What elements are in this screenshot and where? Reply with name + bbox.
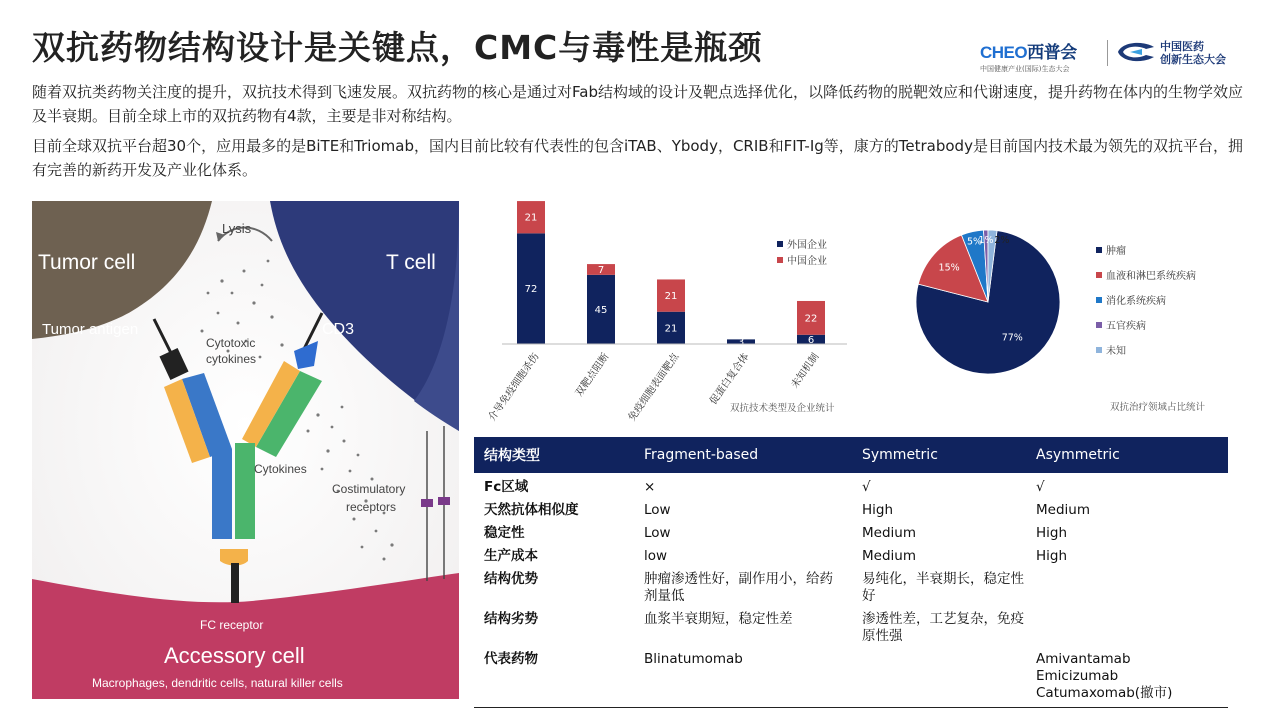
innovation-logo-line1: 中国医药 <box>1160 40 1204 53</box>
table-cell <box>1026 568 1228 608</box>
table-cell: low <box>644 548 668 564</box>
pie-legend-label: 消化系统疾病 <box>1106 296 1166 307</box>
cd3-label: CD3 <box>322 321 355 338</box>
bar-legend-swatch <box>777 241 783 247</box>
receptors-label: receptors <box>346 500 397 514</box>
table-cell <box>1026 608 1228 648</box>
table-cell: High <box>1036 548 1068 564</box>
bar-value-label: 21 <box>664 291 678 303</box>
cheo-logo-cn: 西普会 <box>1027 43 1077 62</box>
pie-legend-label: 血液和淋巴系统疾病 <box>1106 271 1196 282</box>
table-cell <box>852 648 1026 708</box>
bar-legend-label: 中国企业 <box>787 256 827 267</box>
table-cell: Medium <box>1036 502 1090 518</box>
table-cell: Medium <box>862 548 916 564</box>
table-cell: √ <box>1036 479 1045 495</box>
bar-value-label: 45 <box>594 304 608 316</box>
bar-category-label: 双靶点阻断 <box>573 351 612 399</box>
pie-legend-label: 五官疾病 <box>1106 321 1146 332</box>
innovation-logo-line2: 创新生态大会 <box>1160 53 1226 66</box>
cheo-logo <box>980 38 1100 74</box>
table-cell: Blinatumomab <box>634 648 852 708</box>
pie-legend-swatch <box>1096 322 1102 328</box>
bar-value-label: 6 <box>807 334 815 346</box>
page-title: 双抗药物结构设计是关键点，CMC与毒性是瓶颈 <box>32 28 763 67</box>
accessory-cell-subtitle: Macrophages, dendritic cells, natural killer cells <box>92 676 343 690</box>
table-cell: Low <box>644 525 671 541</box>
table-cell: 易纯化，半衰期长，稳定性好 <box>862 571 1024 604</box>
table-header-cell: 结构类型 <box>474 437 634 473</box>
bar-value-label: 7 <box>597 264 605 276</box>
pie-slice-label: 15% <box>938 262 960 274</box>
tech-type-bar-chart <box>472 196 862 424</box>
pie-slice-label: 5% <box>966 236 983 248</box>
pie-legend-label: 未知 <box>1106 346 1126 357</box>
bispecific-antibody-illustration <box>32 201 459 699</box>
table-row <box>474 648 1228 708</box>
cheo-logo-latin: CHEO <box>980 43 1028 62</box>
costimulatory-label: Costimulatory <box>332 482 406 496</box>
pie-legend-swatch <box>1096 247 1102 253</box>
table-cell: Amivantamab Emicizumab Catumaxomab(撤市) <box>1026 648 1228 708</box>
pie-slice-label: 1% <box>978 235 994 247</box>
table-header-cell: Fragment-based <box>634 437 852 473</box>
pie-legend-swatch <box>1096 347 1102 353</box>
cytotoxic-label: Cytotoxic <box>206 336 256 350</box>
cytokines-label: Cytokines <box>254 462 307 476</box>
logo-group <box>980 38 1250 73</box>
table-cell: Low <box>644 502 671 518</box>
table-row-header: 天然抗体相似度 <box>484 502 579 518</box>
pie-chart-caption: 双抗治疗领域占比统计 <box>1110 402 1206 413</box>
pie-slice-label: 2% <box>994 235 1010 247</box>
table-row-header: 稳定性 <box>484 525 525 541</box>
lysis-label: Lysis <box>222 221 252 236</box>
t-cell-label: T cell <box>386 251 436 274</box>
bar-value-label: 3 <box>737 337 745 349</box>
bar-value-label: 21 <box>664 323 678 335</box>
table-row-header: 结构劣势 <box>484 611 538 627</box>
table-header-row <box>474 437 1228 473</box>
accessory-cell-label: Accessory cell <box>164 643 305 668</box>
bar-legend-swatch <box>777 257 783 263</box>
table-cell: 渗透性差，工艺复杂，免疫原性强 <box>862 611 1024 644</box>
table-row <box>474 473 1228 499</box>
table-cell: 肿瘤渗透性好，副作用小，给药剂量低 <box>644 571 833 604</box>
pie-legend-label: 肿瘤 <box>1106 246 1126 257</box>
bar-value-label: 21 <box>524 212 538 224</box>
tumor-antigen-label: Tumor antigen <box>42 321 139 338</box>
bar-value-label: 72 <box>524 284 538 296</box>
tumor-cell-label: Tumor cell <box>38 251 136 274</box>
table-row <box>474 608 1228 648</box>
table-row <box>474 522 1228 545</box>
bar-category-label: 免疫细胞表面靶点 <box>626 351 682 424</box>
table-header-cell: Symmetric <box>852 437 1026 473</box>
table-header-cell: Asymmetric <box>1026 437 1228 473</box>
table-row <box>474 568 1228 608</box>
bar-category-label: 未知机制 <box>789 351 822 391</box>
table-row <box>474 545 1228 568</box>
pie-legend-swatch <box>1096 272 1102 278</box>
cheo-logo-sub: 中国健康产业(国际)生态大会 <box>980 65 1070 73</box>
table-row-header: Fc区域 <box>484 479 529 495</box>
logo-divider <box>1107 40 1108 66</box>
table-cell: High <box>862 502 894 518</box>
table-row <box>474 499 1228 522</box>
pie-legend-swatch <box>1096 297 1102 303</box>
table-cell: √ <box>862 479 871 495</box>
table-cell: High <box>1036 525 1068 541</box>
bar-chart-caption: 双抗技术类型及企业统计 <box>730 403 835 414</box>
table-cell: 血浆半衰期短，稳定性差 <box>644 611 793 627</box>
intro-paragraph-2: 目前全球双抗平台超30个，应用最多的是BiTE和Triomab，国内目前比较有代表性的包含iTAB、Ybody，CRIB和FIT-Ig等，康方的Tetrabody是目前国内技术最为领先的双抗平台，拥有完善的新药开发及产业化体系。 <box>32 137 1243 179</box>
intro-paragraph-1: 随着双抗类药物关注度的提升，双抗技术得到飞速发展。双抗药物的核心是通过对Fab结构域的设计及靶点选择优化，以降低药物的脱靶效应和代谢速度，提升药物在体内的生物学效应及半衰期。目前全球上市的双抗药物有4款，主要是非对称结构。 <box>32 83 1243 125</box>
bar-legend-label: 外国企业 <box>787 240 827 251</box>
table-cell: Medium <box>862 525 916 541</box>
bar-category-label: 促蛋白复合体 <box>708 351 752 407</box>
table-cell: × <box>644 479 656 495</box>
table-row-header: 结构优势 <box>484 571 538 587</box>
therapy-area-pie-chart <box>900 216 1230 424</box>
structure-comparison-table <box>474 437 1228 708</box>
cytotoxic-cytokines-label: cytokines <box>206 352 257 366</box>
pie-slice-label: 77% <box>1001 332 1023 344</box>
innovation-logo-icon <box>1116 41 1156 63</box>
table-row-header: 生产成本 <box>484 548 538 564</box>
table-row-header: 代表药物 <box>474 648 634 708</box>
bar-category-label: 介导免疫细胞杀伤 <box>486 351 542 424</box>
fc-receptor-label: FC receptor <box>200 618 264 632</box>
bar-value-label: 22 <box>804 313 818 325</box>
